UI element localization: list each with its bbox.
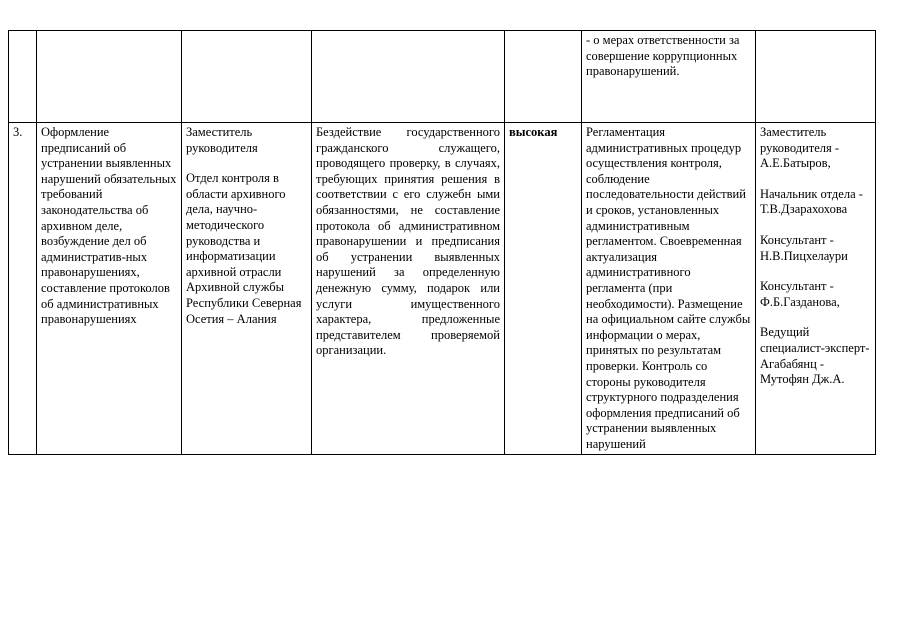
responsible-5: Ведущий специалист-эксперт-Агабабянц - Мутофян Дж.А. xyxy=(760,325,870,387)
table-row-3 xyxy=(9,123,876,455)
corruption-risk-table xyxy=(8,30,876,455)
measures-continuation-text: - о мерах ответственности за совершение коррупционных правонарушений. xyxy=(586,33,740,79)
cell-number xyxy=(9,123,37,455)
cell-position-empty xyxy=(182,31,312,123)
responsible-2: Начальник отдела - Т.В.Дзарахохова xyxy=(760,186,863,217)
cell-measures xyxy=(582,123,756,455)
cell-responsible xyxy=(756,123,876,455)
measures-text: Регламентация административных процедур осуществления контроля, соблюдение последовательности действий и сроков, установленных административным регламентом. Своевременная актуализация административного регламента (при необходимости). Размещение на официальном сайте службы информации о мерах, принятых по результатам проверки. Контроль со стороны руководителя структурного подразделения оформления предписаний об устранении выявленных нарушений xyxy=(586,125,751,451)
cell-risk-description xyxy=(312,123,505,455)
risk-level-text: высокая xyxy=(509,125,558,139)
cell-process-empty xyxy=(37,31,182,123)
responsible-1: Заместитель руководителя - А.Е.Батыров, xyxy=(760,125,840,171)
risk-description-text: Бездействие государственного гражданского служащего, проводящего проверку, в случаях, требующих принятия решения в соответствии с его служебн ыми обязанностями, не составление протокола об административном правонарушении и предписания об устранении выявленных нарушений за определенную денежную сумму, подарок или услуги имущественного характера, предложенные представителем проверяемой организации. xyxy=(316,125,500,358)
cell-process xyxy=(37,123,182,455)
cell-risk-level xyxy=(505,123,582,455)
cell-level-empty xyxy=(505,31,582,123)
cell-position xyxy=(182,123,312,455)
cell-risk-empty xyxy=(312,31,505,123)
responsible-4: Консультант - Ф.Б.Газданова, xyxy=(760,279,840,309)
position-department: Отдел контроля в области архивного дела, научно-методического руководства и информатизации архивной отрасли Архивной службы Республики Северная Осетия – Алания xyxy=(186,171,302,326)
cell-responsible-empty xyxy=(756,31,876,123)
responsible-3: Консультант - Н.В.Пицхелаури xyxy=(760,232,848,263)
process-text: Оформление предписаний об устранении выявленных нарушений обязательных требований законодательства об архивном деле, возбуждение дел об административ-ных правонарушениях, составление протоколов об административных правонарушениях xyxy=(41,125,177,327)
position-head: Заместитель руководителя xyxy=(186,125,258,155)
cell-number-empty xyxy=(9,31,37,123)
cell-measures-continuation xyxy=(582,31,756,123)
table-row-continuation xyxy=(9,31,876,123)
row-number: 3. xyxy=(13,125,23,139)
